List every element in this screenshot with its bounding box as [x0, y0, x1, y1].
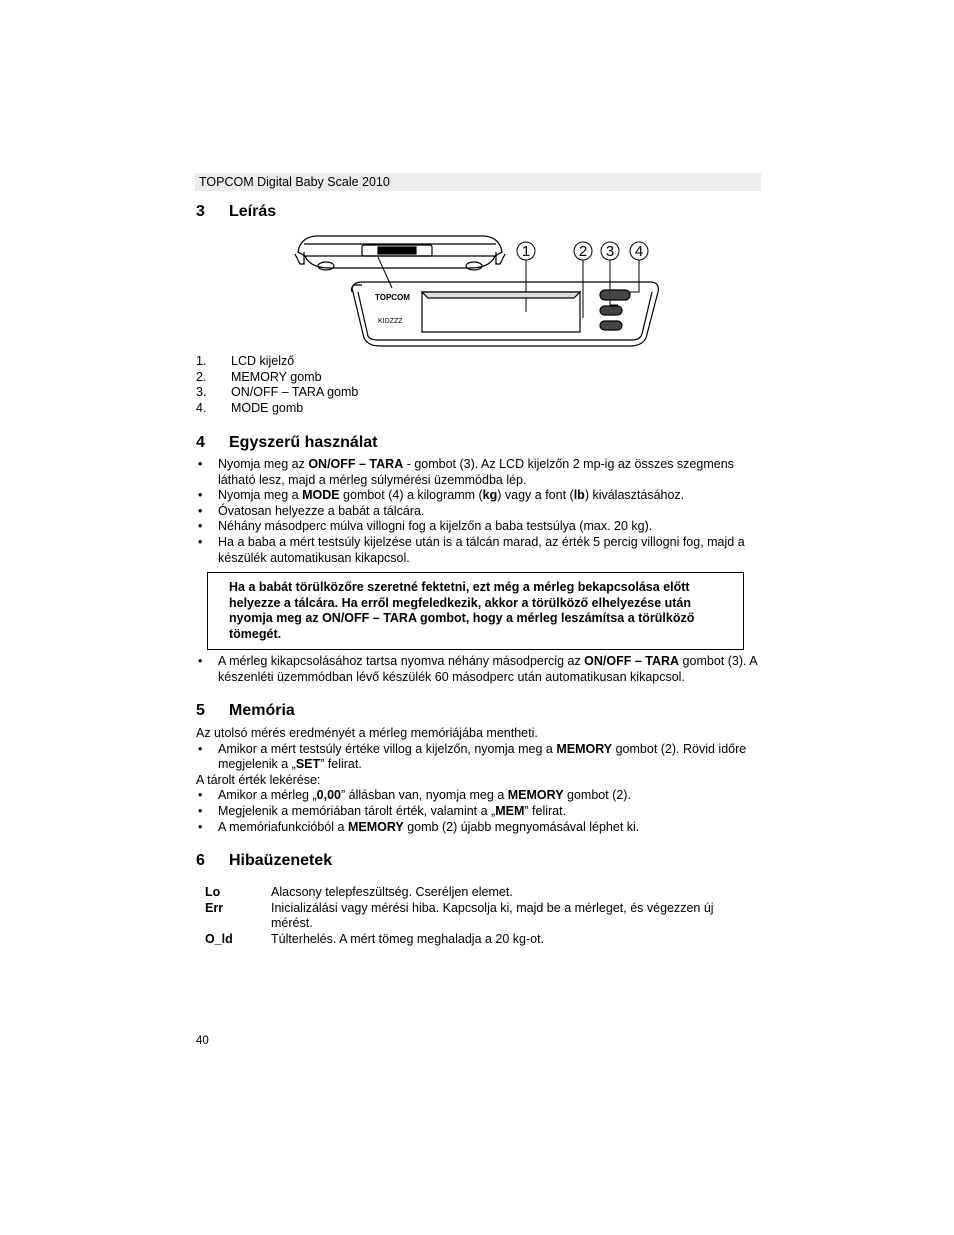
section-title: Egyszerű használat: [229, 434, 378, 451]
item-label: ON/OFF – TARA gomb: [231, 385, 359, 400]
list-item: • Megjelenik a memóriában tárolt érték, valamint a „MEM” felirat.: [198, 803, 567, 818]
callout-1: 1: [521, 243, 531, 260]
bullet: •: [198, 803, 203, 818]
item-label: MODE gomb: [231, 400, 304, 415]
diagram-brand-label: TOPCOM: [375, 293, 410, 302]
bullet: •: [198, 819, 203, 834]
running-header: TOPCOM Digital Baby Scale 2010: [195, 173, 761, 191]
bullet: •: [198, 788, 203, 803]
section-number: 5: [196, 702, 205, 719]
item-label: LCD kijelző: [231, 354, 295, 368]
list-item: • Néhány másodperc múlva villogni fog a kijelzőn a baba testsúlya (max. 20 kg).: [198, 519, 653, 534]
page-number: 40: [196, 1035, 209, 1047]
item-number: 2.: [196, 369, 207, 384]
parts-list: [196, 354, 358, 416]
callout-3: 3: [605, 243, 615, 260]
table-row: [205, 901, 745, 932]
bullet: •: [198, 503, 203, 518]
item-label: MEMORY gomb: [231, 369, 322, 384]
scale-side-view: [295, 236, 505, 270]
list-item: • Óvatosan helyezze a babát a tálcára.: [198, 503, 425, 518]
section-5-heading: [196, 702, 295, 720]
memory-text: [196, 726, 762, 835]
memory-intro: Az utolsó mérés eredményét a mérleg memóriájába mentheti.: [196, 726, 538, 740]
section-title: Hibaüzenetek: [229, 852, 333, 869]
bullet: •: [198, 519, 203, 534]
bullet: •: [198, 457, 203, 471]
section-title: Leírás: [229, 203, 277, 220]
bullet: •: [198, 741, 203, 756]
item-number: 4.: [196, 400, 207, 415]
list-item: [196, 385, 358, 401]
list-item: • Amikor a mérleg „0,00” állásban van, nyomja meg a MEMORY gombot (2).: [198, 788, 631, 803]
diagram-logo-text: KIDZZZ: [378, 318, 403, 325]
list-item: • Nyomja meg a MODE gombot (4) a kilogramm (kg) vagy a font (lb) kiválasztásához.: [198, 488, 685, 503]
list-item: [196, 401, 358, 417]
list-item: • Ha a baba a mért testsúly kijelzése után is a tálcán marad, az érték 5 percig villogni fog, majd a készülék automatikusan kikapcsol.: [198, 534, 745, 565]
bullet: •: [198, 488, 203, 503]
section-number: 6: [196, 852, 205, 869]
list-item: • A memóriafunkcióból a MEMORY gomb (2) újabb megnyomásával léphet ki.: [198, 819, 640, 834]
list-item: • Amikor a mért testsúly értéke villog a kijelzőn, nyomja meg a MEMORY gombot (2). Rövid időre megjelenik a „SET” felirat.: [198, 741, 747, 772]
item-number: 1.: [196, 354, 207, 368]
usage-bullets: [196, 457, 762, 566]
table-row: [205, 932, 745, 948]
error-description: Alacsony telepfeszültség. Cseréljen elemet.: [271, 885, 513, 899]
callout-numbers: [517, 242, 648, 260]
scale-diagram: [290, 230, 670, 355]
bullet: •: [198, 534, 203, 549]
section-6-heading: [196, 852, 332, 870]
section-4-heading: [196, 434, 378, 452]
callout-4: 4: [634, 243, 644, 260]
scale-front-view: [351, 282, 658, 346]
section-title: Memória: [229, 702, 295, 719]
error-code: Lo: [205, 885, 221, 899]
section-3-heading: [196, 203, 276, 221]
memory-recall-label: A tárolt érték lekérése:: [196, 772, 321, 787]
list-item: [196, 354, 358, 370]
item-number: 3.: [196, 385, 207, 400]
callout-2: 2: [578, 243, 588, 260]
list-item: • Nyomja meg az ON/OFF – TARA - gombot (3). Az LCD kijelzőn 2 mp-ig az összes szegmens látható lesz, majd a mérleg súlymérési üzemmódba lép.: [198, 457, 734, 487]
error-messages-table: [205, 885, 745, 947]
table-row: [205, 885, 745, 901]
error-code: O_ld: [205, 931, 233, 946]
section-number: 4: [196, 434, 205, 451]
bullet: •: [198, 654, 203, 668]
list-item: [196, 370, 358, 386]
section-number: 3: [196, 203, 205, 220]
error-description: Inicializálási vagy mérési hiba. Kapcsolja ki, majd be a mérleget, és végezzen új mérést.: [271, 900, 714, 931]
list-item: • A mérleg kikapcsolásához tartsa nyomva néhány másodpercig az ON/OFF – TARA gombot (3). A készenléti üzemmódban lévő készülék 60 másodperc után automatikusan kikapcsol.: [198, 654, 757, 684]
towel-note-box: Ha a babát törülközőre szeretné fektetni, ezt még a mérleg bekapcsolása előtt helyezze a tálcára. Ha erről megfeledkezik, akkor a törülköző elhelyezése után nyomja meg az ON/OFF – TARA gombot, hogy a mérleg leszámítsa a törülköző tömegét.: [207, 572, 744, 650]
error-description: Túlterhelés. A mért tömeg meghaladja a 20 kg-ot.: [271, 931, 545, 946]
error-code: Err: [205, 900, 224, 915]
usage-bullets-2: [196, 654, 762, 685]
